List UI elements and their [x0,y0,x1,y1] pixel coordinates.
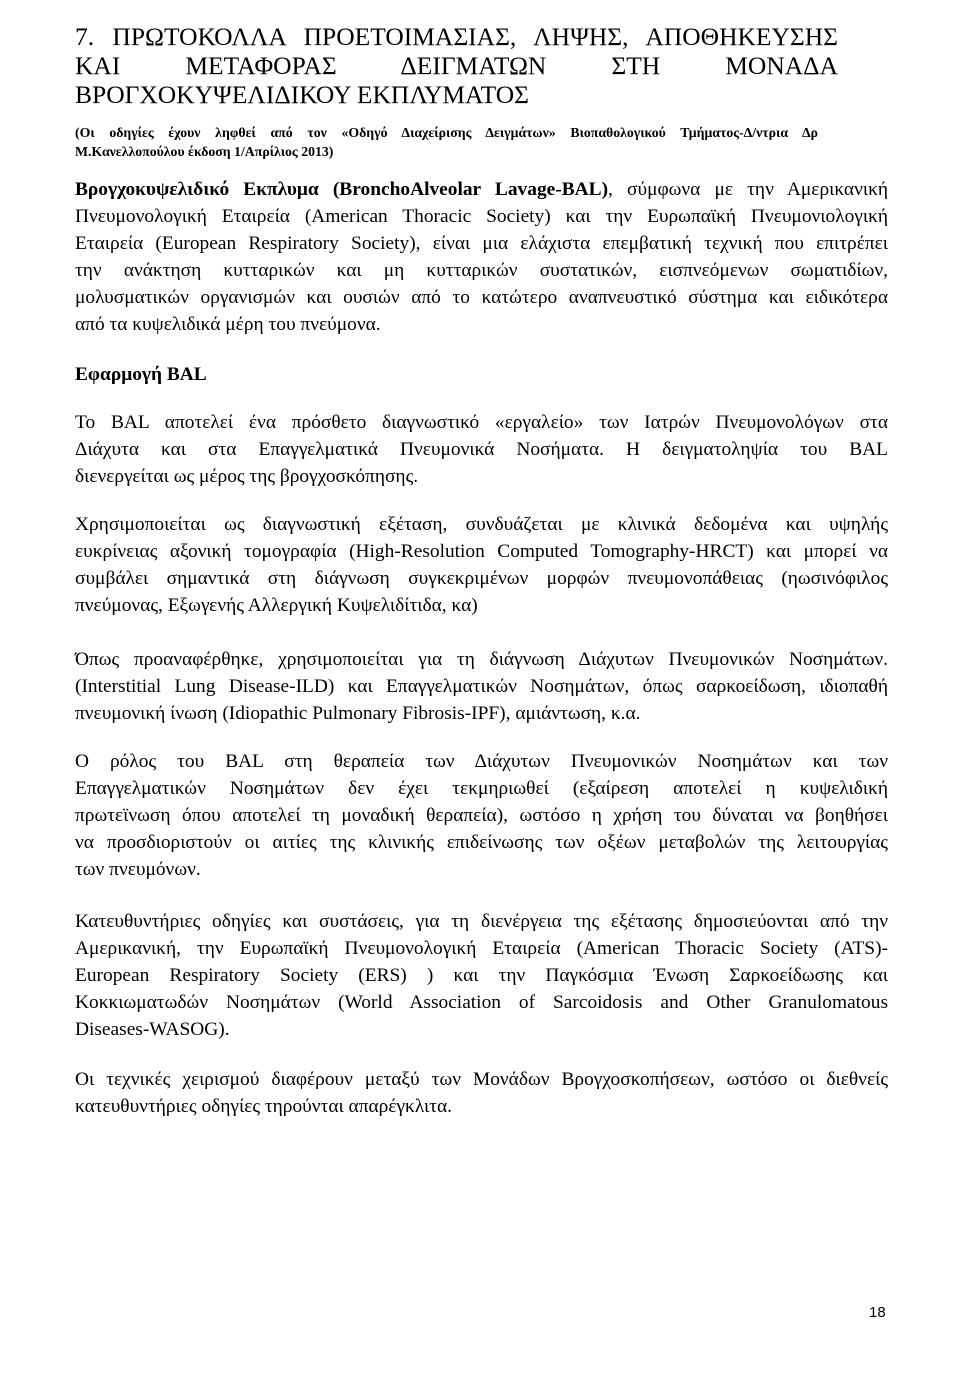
text-line: Χρησιμοποιείται ως διαγνωστική εξέταση, συνδυάζεται με κλινικά δεδομένα και υψηλής [75,514,888,535]
page-number: 18 [869,1304,886,1321]
text-line: την ανάκτηση κυτταρικών και μη κυτταρικών συστατικών, εισπνεόμενων σωματιδίων, [75,260,888,281]
text-line [75,176,888,203]
text-line: Πνευμονολογική Εταιρεία (American Thoracic Society) και την Ευρωπαϊκή Πνευμονιολογική [75,206,888,227]
text-line: πνευμονική ίνωση (Idiopathic Pulmonary Fibrosis-IPF), αμιάντωση, κ.α. [75,703,641,724]
title-line: ΒΡΟΓΧΟΚΥΨΕΛΙΔΙΚΟΥ ΕΚΠΛΥΜΑΤΟΣ [75,80,530,109]
title-line: ΚΑΙ ΜΕΤΑΦΟΡΑΣ ΔΕΙΓΜΑΤΩΝ ΣΤΗ ΜΟΝΑΔΑ [75,51,838,80]
text-line: πνεύμονας, Εξωγενής Αλλεργική Κυψελιδίτιδα, κα) [75,595,478,616]
text-line: Επαγγελματικών Νοσημάτων δεν έχει τεκμηριωθεί (εξαίρεση αποτελεί η κυψελιδική [75,778,888,799]
section-heading: Εφαρμογή BAL [75,364,207,385]
text-line: Κατευθυντήριες οδηγίες και συστάσεις, για τη διενέργεια της εξέτασης δημοσιεύονται από την [75,911,888,932]
text-span: , σύμφωνα με την Αμερικανική [608,179,888,200]
text-line: Ο ρόλος του BAL στη θεραπεία των Διάχυτων Πνευμονικών Νοσημάτων και των [75,751,888,772]
techniques-paragraph [75,1066,888,1120]
text-line: (Interstitial Lung Disease-ILD) και Επαγγελματικών Νοσημάτων, όπως σαρκοείδωση, ιδιοπαθή [75,676,888,697]
text-line: European Respiratory Society (ERS) ) και την Παγκόσμια Ένωση Σαρκοείδωσης και [75,965,888,986]
text-line: Αμερικανική, την Ευρωπαϊκή Πνευμονολογική Εταιρεία (American Thoracic Society (ATS)- [75,938,888,959]
source-note-line: Μ.Κανελλοπούλου έκδοση 1/Απρίλιος 2013) [75,144,334,159]
title-line: 7. ΠΡΩΤΟΚΟΛΛΑ ΠΡΟΕΤΟΙΜΑΣΙΑΣ, ΛΗΨΗΣ, ΑΠΟΘΗΚΕΥΣΗΣ [75,22,838,51]
text-line: μολυσματικών οργανισμών και ουσιών από το κατώτερο αναπνευστικό σύστημα και ειδικότερα [75,287,888,308]
guidelines-paragraph [75,908,888,1043]
source-note [75,123,818,161]
text-line: των πνευμόνων. [75,859,201,880]
text-line: Κοκκιωματωδών Νοσημάτων (World Association of Sarcoidosis and Other Granulomatous [75,992,888,1013]
text-line: διενεργείται ως μέρος της βρογχοσκόπησης. [75,466,419,487]
text-line: Εταιρεία (European Respiratory Society), είναι μια ελάχιστα επεμβατική τεχνική που επιτρέπει [75,233,888,254]
text-line: να προσδιοριστούν οι αιτίες της κλινικής επιδείνωσης των οξέων μεταβολών της λειτουργίας [75,832,888,853]
text-line: συμβάλει σημαντικά στη διάγνωση συγκεκριμένων μορφών πνευμονοπάθειας (ηωσινόφιλος [75,568,888,589]
text-line: Όπως προαναφέρθηκε, χρησιμοποιείται για τη διάγνωση Διάχυτων Πνευμονικών Νοσημάτων. [75,649,888,670]
bal-definition-paragraph [75,409,888,490]
document-title [75,22,838,109]
text-line: πρωτεϊνωση όπου αποτελεί τη μοναδική θεραπεία), ωστόσο η χρήση του δύναται να βοηθήσει [75,805,888,826]
text-line: Διάχυτα και στα Επαγγελματικά Πνευμονικά Νοσήματα. Η δειγματοληψία του BAL [75,439,888,460]
text-line: Το BAL αποτελεί ένα πρόσθετο διαγνωστικό «εργαλείο» των Ιατρών Πνευμονολόγων στα [75,412,888,433]
diffuse-diseases-paragraph [75,646,888,727]
text-line: κατευθυντήριες οδηγίες τηρούνται απαρέγκλιτα. [75,1096,453,1117]
text-line: ευκρίνειας αξονική τομογραφία (High-Resolution Computed Tomography-HRCT) και μπορεί να [75,541,888,562]
text-line: Diseases-WASOG). [75,1019,230,1040]
source-note-line: (Οι οδηγίες έχουν ληφθεί από τον «Οδηγό Διαχείρισης Δειγμάτων» Βιοπαθολογικού Τμήματος-Δ/ντρια Δρ [75,125,818,140]
therapy-role-paragraph [75,748,888,883]
text-line: Οι τεχνικές χειρισμού διαφέρουν μεταξύ των Μονάδων Βρογχοσκοπήσεων, ωστόσο οι διεθνείς [75,1069,888,1090]
intro-paragraph [75,176,888,338]
text-line: από τα κυψελιδικά μέρη του πνεύμονα. [75,314,381,335]
bold-term: Βρογχοκυψελιδικό Εκπλυμα (BronchoAlveolar Lavage-BAL) [75,179,609,200]
diagnostic-use-paragraph [75,511,888,619]
